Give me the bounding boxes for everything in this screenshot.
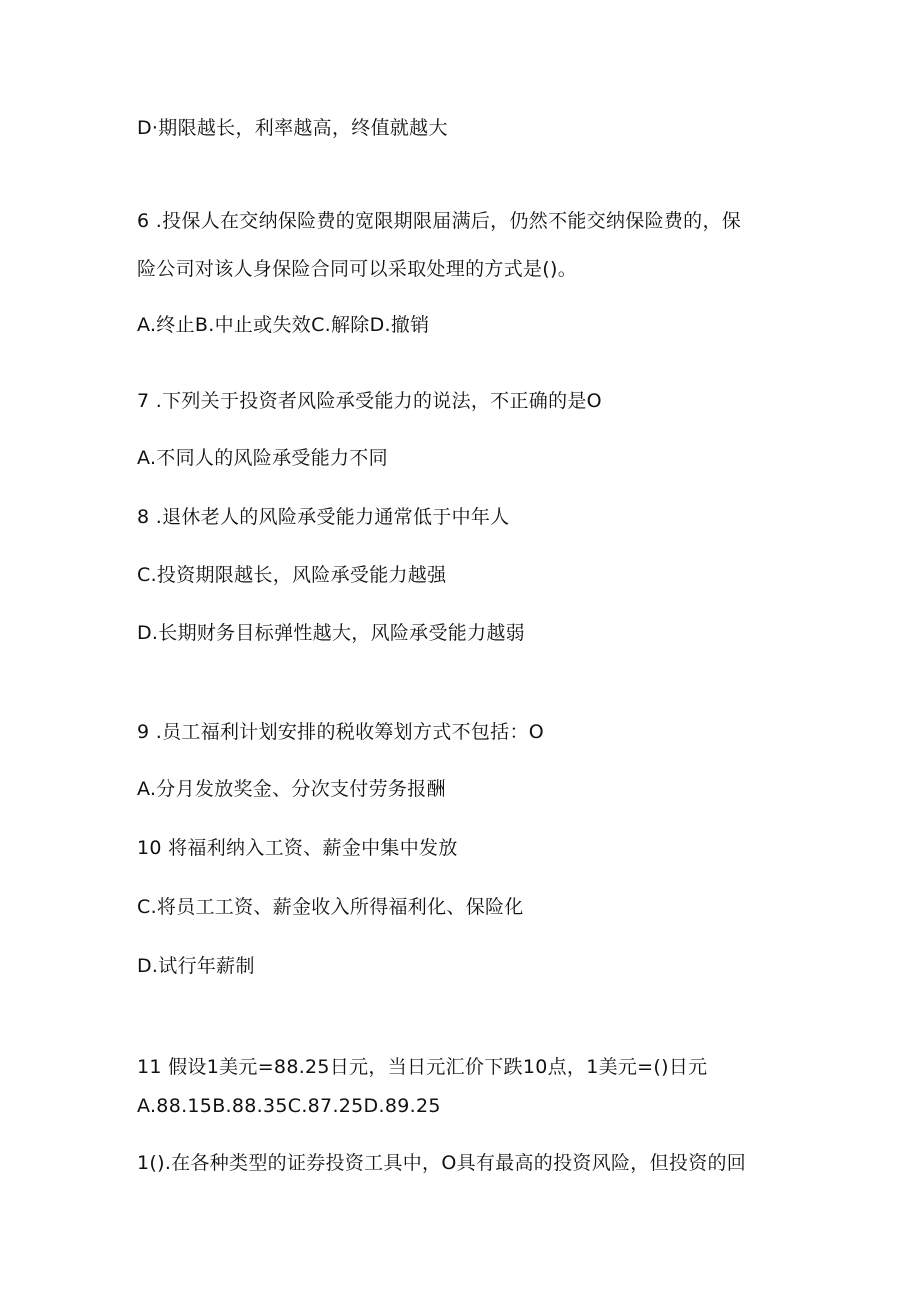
text-line-question-7-option-a: A.不同人的风险承受能力不同 <box>137 447 388 469</box>
text-line-option-d-financial-goal: D.长期财务目标弹性越大，风险承受能力越弱 <box>137 622 525 644</box>
text-line-question-7: 7 .下列关于投资者风险承受能力的说法，不正确的是O <box>137 390 602 412</box>
text-line-question-6: 6 .投保人在交纳保险费的宽限期限届满后，仍然不能交纳保险费的，保 <box>137 210 742 232</box>
text-line-question-6-continued: 险公司对该人身保险合同可以采取处理的方式是()。 <box>137 258 578 280</box>
text-line-question-6-options: A.终止B.中止或失效C.解除D.撤销 <box>137 314 430 336</box>
text-line-question-9: 9 .员工福利计划安排的税收筹划方式不包括：O <box>137 721 545 743</box>
text-line-question-12: 1().在各种类型的证券投资工具中，O具有最高的投资风险，但投资的回 <box>137 1152 747 1174</box>
text-line-option-c-salary-welfare: C.将员工工资、薪金收入所得福利化、保险化 <box>137 896 524 918</box>
text-line-option-d-annual-salary: D.试行年薪制 <box>137 955 255 977</box>
text-line-question-9-option-a: A.分月发放奖金、分次支付劳务报酬 <box>137 778 446 800</box>
text-line-question-11-options: A.88.15B.88.35C.87.25D.89.25 <box>137 1095 441 1117</box>
text-line-option-d-term-rate: D·期限越长，利率越高，终值就越大 <box>137 117 448 139</box>
text-line-question-11: 11 假设1美元=88.25日元，当日元汇价下跌10点，1美元=()日元 <box>137 1056 708 1078</box>
text-line-option-c-investment-term: C.投资期限越长，风险承受能力越强 <box>137 564 447 586</box>
text-line-question-10: 10 将福利纳入工资、薪金中集中发放 <box>137 837 458 859</box>
text-line-question-8: 8 .退休老人的风险承受能力通常低于中年人 <box>137 506 510 528</box>
